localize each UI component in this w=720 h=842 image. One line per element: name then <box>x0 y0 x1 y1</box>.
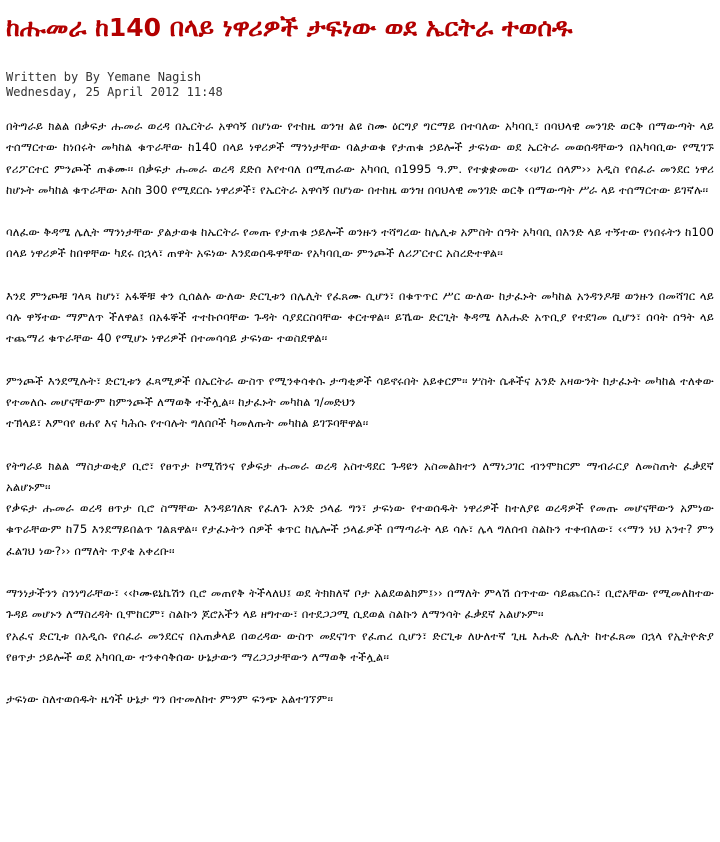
article-paragraph-4: ምንጮች እንደሚሉት፣ ድርጊቱን ፈጻሚዎች በኤርትራ ውስጥ የሚንቀሳቀሱ ታጣቂዎች ሳይኖሩበት አይቀርም፡፡ ሦስት ሴቶችና አንድ አዛውንት ከታፈኑት መካከል ተለቀው የተመለሱ መሆናቸውም ከምንጮች ለማወቅ ተችሏል፡፡ ከታፈኑት መካከል ገ/መድህን ተኽላይ፣ እምባየ ፀሐየ እና ካሕሱ የተባሉት ግለሰቦች ካመለጡት መካከል ይገኙባቸዋል፡፡ <box>6 373 714 431</box>
article-paragraph-5: የትግራይ ክልል ማስታወቂያ ቢሮ፣ የፀጥታ ኮሚሽንና የቃፍታ ሑመራ ወረዳ አስተዳደር ጉዳዩን አስመልክተን ለማነጋገር ብንሞክርም ማብራርያ ለመስጠት ፈቃደኛ አልሆኑም፡፡ የቃፍታ ሑመራ ወረዳ ፀጥታ ቢሮ ስማቸው እንዳይገለጽ የፈለጉ አንድ ኃላፊ ግን፣ ታፍነው የተወሰዱት ነዋሪዎች ከተለያዩ ወረዳዎች የመጡ መሆናቸውን አምነው ቁጥራቸውም ከ75 እንደማይበልጥ ገልጸዋል፡፡ የታፈኑትን ሰዎች ቁጥር ከሌሎች ኃላፊዎች በማጣራት ላይ ሳሉ፣ ሌላ ግለሰብ ስልኩን ተቀብለው፣ ‹‹ማን ነህ አንተ? ምን ፈልገህ ነው?›› በማለት ጥያቄ አቀረቡ፡፡ <box>6 458 714 558</box>
article-paragraph-2: ባለፈው ቅዳሜ ሌሊት ማንነታቸው ያልታወቁ ከኤርትራ የመጡ የታጠቁ ኃይሎች ወንዙን ተሻግረው ከሌሊቱ አምስት ሰዓት አካባቢ በእንድ ላይ ተኝተው የነበሩትን ከ100 በላይ ነዋሪዎች ከበዋቸው ካደሩ በኋላ፣ ጠዋት አፍነው እንደወሰዱዋቸው የአካባቢው ምንጮች ለሪፖርተር አስረድተዋል፡፡ <box>6 225 714 261</box>
article-body <box>6 116 714 711</box>
article-paragraph-3: እንደ ምንጮቹ ገላጻ ከሆነ፣ አፋኞቹ ቀን ሲሰልሉ ውለው ድርጊቱን በሌሊት የፈጸሙ ሲሆን፣ በቁጥጥር ሥር ውለው ከታፈኑት መካከል አንዳንዶቹ ወንዙን በመሻገር ላይ ሳሉ ዋኝተው ማምለጥ ችለዋል፤ በአፋኞች ተተኩሶባቸው ጉዳት ሳያደርስባቸው ቀርተዋል፡፡ ይኼው ድርጊት ቅዳሜ ለእሑድ አጥቢያ የተደገመ ሲሆን፣ ሰባት ሰዓት ላይ ተጨማሪ ቁጥራቸው 40 የሚሆኑ ነዋሪዎች በተመሳሳይ ታፍነው ተወስደዋል፡፡ <box>6 288 714 346</box>
article-paragraph-1: በትግራይ ክልል በቃፍታ ሑመራ ወረዳ በኤርትራ አዋሳኝ በሆነው የተከዜ ወንዝ ልዩ ስሙ ዕርግያ ግርማይ በተባለው አካባቢ፣ በባህላዊ መንገድ ወርቅ በማውጣት ላይ ተሰማርተው ከነበሩት መካከል ቁጥራቸው ከ140 በላይ ነዋሪዎች ማንነታቸው ባልታወቁ የታጠቁ ኃይሎች ታፍነው ወደ ኤርትራ መወሰዳቸውን በአካባቢው የሚገኙ የሪፖርተር ምንጮች ጠቆሙ፡፡ በቃፍታ ሑመራ ወረዳ ደድሰ እየተባለ በሚጠራው አካባቢ በ1995 ዓ.ም. የተቋቋመው ‹‹ሀገረ ሰላም›› አዲስ የሰፈራ መንደር ነዋሪ ከሆኑት መካከል ቁጥራቸው እስከ 300 የሚደርሱ ነዋሪዎች፣ የኤርትራ አዋሳኝ በሆነው በተከዜ ወንዝ በባህላዊ መንገድ ወርቅ በማውጣት ሥራ ላይ ተሰማርተው ይገኛሉ፡፡ <box>6 119 714 197</box>
article-paragraph-7: ታፍነው ስለተወሰዱት ዜጎች ሁኔታ ግን በተመለከተ ምንም ፍንጭ አልተገኘም፡፡ <box>6 692 334 707</box>
article-title: ከሑመራ ከ140 በላይ ነዋሪዎች ታፍነው ወደ ኤርትራ ተወሰዱ <box>6 13 573 42</box>
article-byline: Written by By Yemane Nagish <box>6 70 202 84</box>
article-meta <box>6 70 714 100</box>
article-date: Wednesday, 25 April 2012 11:48 <box>6 85 223 99</box>
article-paragraph-6: ማንነታችንን ስንነግራቸው፣ ‹‹ኮሙዩኒኬሽን ቢሮ መጠየቅ ትችላለህ፤ ወደ ትክክለኛ ቦታ አልደወልክም፤›› በማለት ምላሽ ሰጥተው ሳይጨርሱ፣ ቢሮአቸው የሚመለከተው ጉዳይ መሆኑን ለማስረዳት ቢሞከርም፣ ስልኩን ጆሮአችን ላይ ዘግተው፣ በተደጋጋሚ ሲደወል ስልኩን ለማንሳት ፈቃደኛ አልሆኑም፡፡ የአፈና ድርጊቱ በአዲሱ የሰፈራ መንደርና በአጠቃላይ በወረዳው ውስጥ መደናገጥ የፈጠረ ሲሆን፣ ድርጊቱ ለሁለተኛ ጊዜ እሑድ ሌሊት ከተፈጸመ በኋላ የኢትዮጵያ የፀጥታ ኃይሎች ወደ አካባቢው ተንቀሳቅሰው ሁኔታውን ማረጋጋታቸውን ለማወቅ ተችሏል፡፡ <box>6 586 714 664</box>
